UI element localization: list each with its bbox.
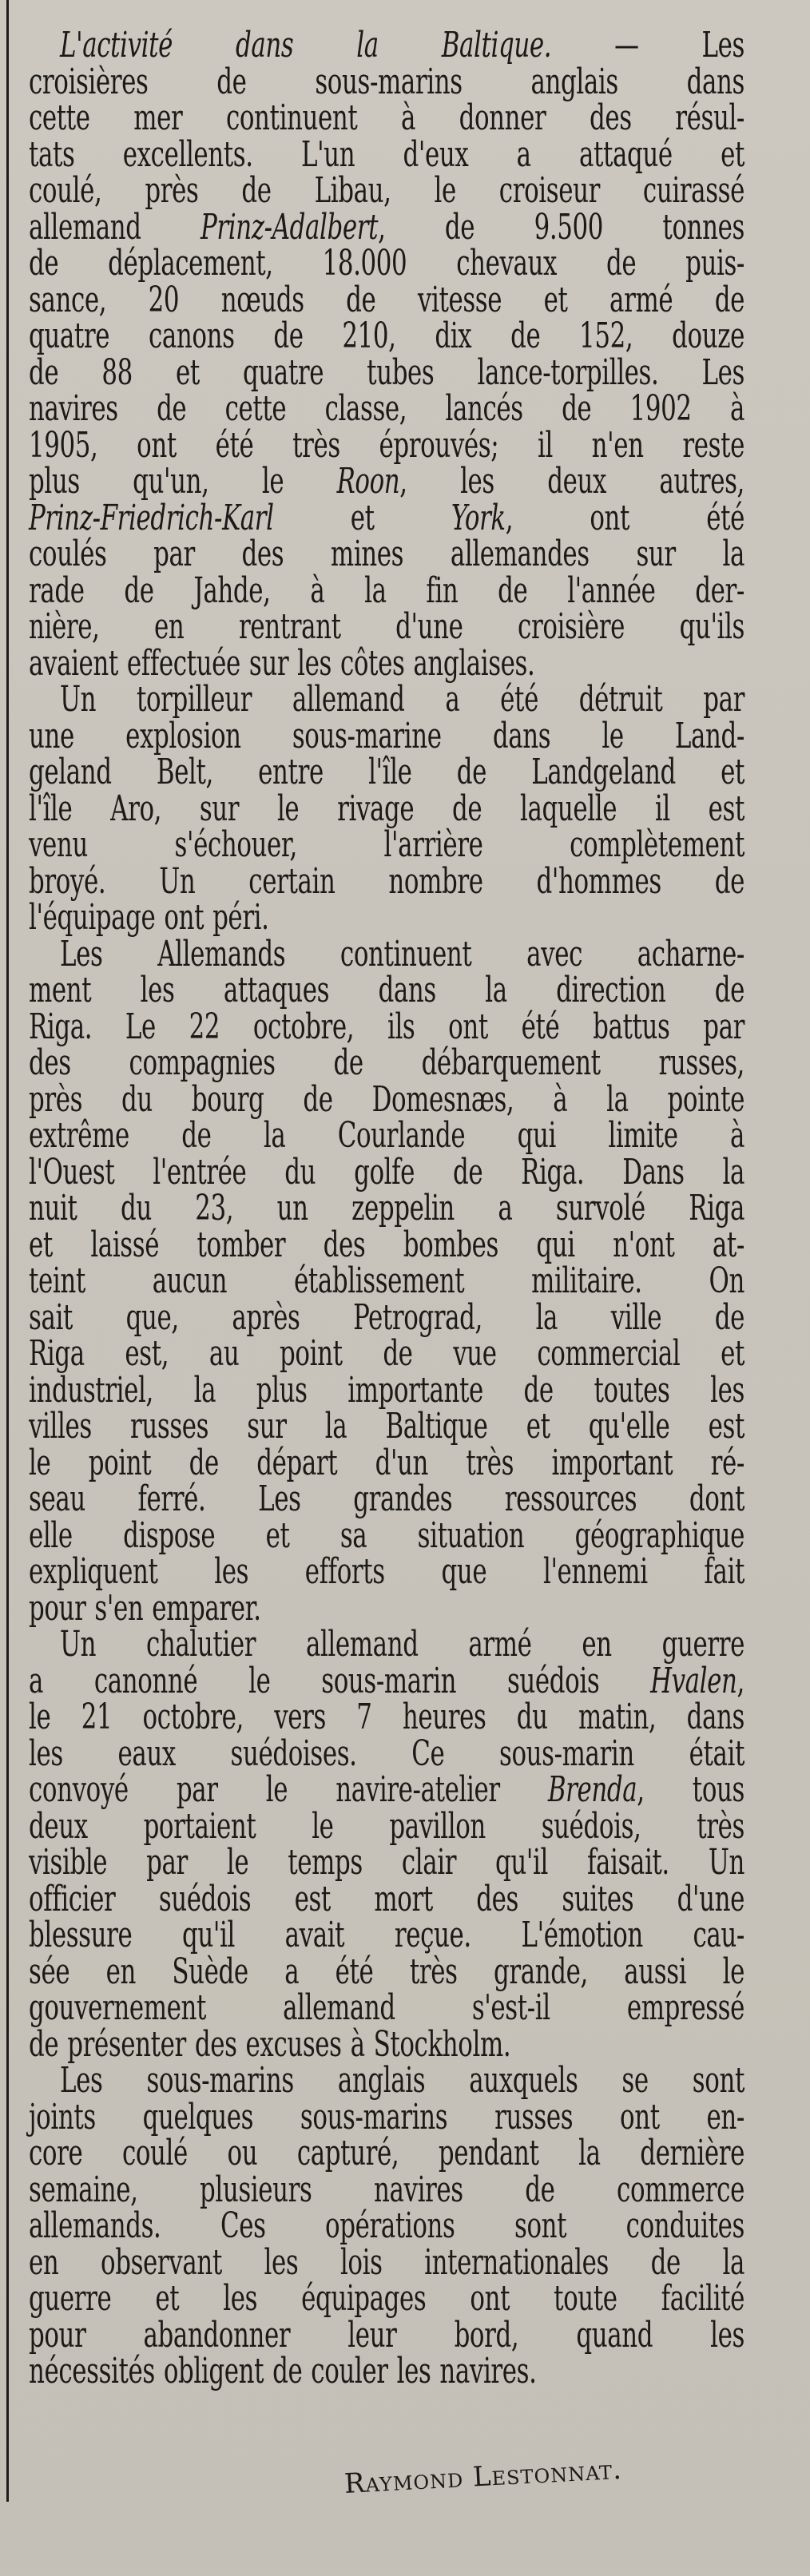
text-line: semaine, plusieurs navires de commerce xyxy=(29,2169,744,2210)
article-column xyxy=(29,27,744,2390)
text-line: rade de Jahde, à la fin de l'année der- xyxy=(29,570,744,611)
text-line: allemand Prinz-Adalbert, de 9.500 tonnes xyxy=(29,206,744,248)
text-line: core coulé ou capturé, pendant la dernière xyxy=(29,2133,744,2173)
text-line: de présenter des excuses à Stockholm. xyxy=(29,2023,511,2065)
text-line: de déplacement, 18.000 chevaux de puis- xyxy=(29,243,744,284)
paragraph-torpedo-boat xyxy=(29,681,744,936)
text-line: coulé, près de Libau, le croiseur cuirassé xyxy=(29,170,744,211)
text-line: l'île Aro, sur le rivage de laquelle il est xyxy=(29,788,744,829)
text-line: et laissé tomber des bombes qui n'ont at- xyxy=(29,1224,744,1265)
text-line: extrême de la Courlande qui limite à xyxy=(29,1115,744,1156)
text-line: l'Ouest l'entrée du golfe de Riga. Dans la xyxy=(29,1151,744,1193)
ship-name: Roon xyxy=(336,461,400,502)
section-title: L'activité dans la Baltique. xyxy=(60,25,552,65)
paragraph-swedish-submarine xyxy=(29,1624,744,2065)
text-line: Prinz-Friedrich-Karl et York, ont été xyxy=(29,497,744,538)
text-line: pour s'en emparer. xyxy=(29,1587,261,1629)
text-line: convoyé par le navire-atelier Brenda, tous xyxy=(29,1769,744,1810)
text-line: Riga. Le 22 octobre, ils ont été battus par xyxy=(29,1006,744,1047)
text-line: en observant les lois internationales de la xyxy=(29,2241,744,2283)
text-line: seau ferré. Les grandes ressources dont xyxy=(29,1479,744,1519)
text-line: visible par le temps clair qu'il faisait. Un xyxy=(29,1842,744,1883)
ship-name: Prinz-Friedrich-Karl xyxy=(29,497,274,538)
ship-name: Prinz-Adalbert xyxy=(201,206,379,248)
text-line: Riga est, au point de vue commercial et xyxy=(29,1333,744,1374)
text-line: des compagnies de débarquement russes, xyxy=(29,1042,744,1083)
text-line: elle dispose et sa situation géographique xyxy=(29,1514,744,1556)
text-line: Les Allemands continuent avec acharne- xyxy=(60,933,744,974)
article-text-block xyxy=(29,27,744,2390)
text-line: l'équipage ont péri. xyxy=(29,897,269,938)
text-line: de 88 et quatre tubes lance-torpilles. Les xyxy=(29,351,744,393)
text-line: croisières de sous-marins anglais dans xyxy=(29,61,744,102)
text-line: blessure qu'il avait reçue. L'émotion cau- xyxy=(29,1915,744,1955)
text-line: industriel, la plus importante de toutes les xyxy=(29,1369,744,1411)
text-line: Un chalutier allemand armé en guerre xyxy=(60,1624,744,1665)
text-line: gouvernement allemand s'est-il empressé xyxy=(29,1987,744,2028)
text-line: nécessités obligent de couler les navires. xyxy=(29,2351,537,2391)
text-line: sée en Suède a été très grande, aussi le xyxy=(29,1951,744,1992)
text-line: ment les attaques dans la direction de xyxy=(29,970,744,1010)
text-line: les eaux suédoises. Ce sous-marin était xyxy=(29,1733,744,1774)
text-line: avaient effectuée sur les côtes anglaises. xyxy=(29,642,535,684)
text-line: près du bourg de Domesnæs, à la pointe xyxy=(29,1078,744,1120)
text-line: pour abandonner leur bord, quand les xyxy=(29,2314,744,2356)
author-signature: Raymond Lestonnat. xyxy=(343,2453,623,2500)
text-line: villes russes sur la Baltique et qu'elle est xyxy=(29,1406,744,1447)
text-line: coulés par des mines allemandes sur la xyxy=(29,534,744,574)
text-line: officier suédois est mort des suites d'une xyxy=(29,1878,744,1919)
text-line: joints quelques sous-marins russes ont en- xyxy=(29,2096,744,2137)
text-line: allemands. Ces opérations sont conduites xyxy=(29,2205,744,2246)
text-line: venu s'échouer, l'arrière complètement xyxy=(29,824,744,865)
text-line: guerre et les équipages ont toute facilité xyxy=(29,2278,744,2319)
text-line: plus qu'un, le Roon, les deux autres, xyxy=(29,461,744,502)
text-line: a canonné le sous-marin suédois Hvalen, xyxy=(29,1660,744,1701)
text-line: 1905, ont été très éprouvés; il n'en reste xyxy=(29,424,744,466)
paragraph-riga-attacks xyxy=(29,933,744,1629)
paragraph-submarine-operations xyxy=(29,2062,744,2390)
text-line: navires de cette classe, lancés de 1902 à xyxy=(29,388,744,429)
text-line: une explosion sous-marine dans le Land- xyxy=(29,715,744,756)
ship-name: Brenda xyxy=(547,1769,637,1810)
text-line: nière, en rentrant d'une croisière qu'ils xyxy=(29,606,744,647)
text-line: teint aucun établissement militaire. On xyxy=(29,1260,744,1301)
text-line: nuit du 23, un zeppelin a survolé Riga xyxy=(29,1188,744,1228)
text-line: L'activité dans la Baltique. — Les xyxy=(60,25,744,65)
text-line: cette mer continuent à donner des résul- xyxy=(29,97,744,138)
text-line: le 21 octobre, vers 7 heures du matin, dans xyxy=(29,1697,744,1737)
text-line: Les sous-marins anglais auxquels se sont xyxy=(60,2060,744,2101)
text-line: deux portaient le pavillon suédois, très xyxy=(29,1805,744,1847)
text-line: Un torpilleur allemand a été détruit par xyxy=(60,679,744,720)
text-line: sance, 20 nœuds de vitesse et armé de xyxy=(29,279,744,320)
text-line: quatre canons de 210, dix de 152, douze xyxy=(29,316,744,356)
text-line: le point de départ d'un très important ré- xyxy=(29,1442,744,1483)
text-line: tats excellents. L'un d'eux a attaqué et xyxy=(29,133,744,175)
text-line: sait que, après Petrograd, la ville de xyxy=(29,1296,744,1338)
text-line: broyé. Un certain nombre d'hommes de xyxy=(29,860,744,902)
ship-name: York xyxy=(451,497,506,538)
text-line: expliquent les efforts que l'ennemi fait xyxy=(29,1551,744,1592)
text-line: geland Belt, entre l'île de Landgeland et xyxy=(29,752,744,792)
column-rule xyxy=(6,0,9,2502)
paragraph-baltic-activity xyxy=(29,25,744,684)
ship-name: Hvalen xyxy=(650,1660,737,1701)
